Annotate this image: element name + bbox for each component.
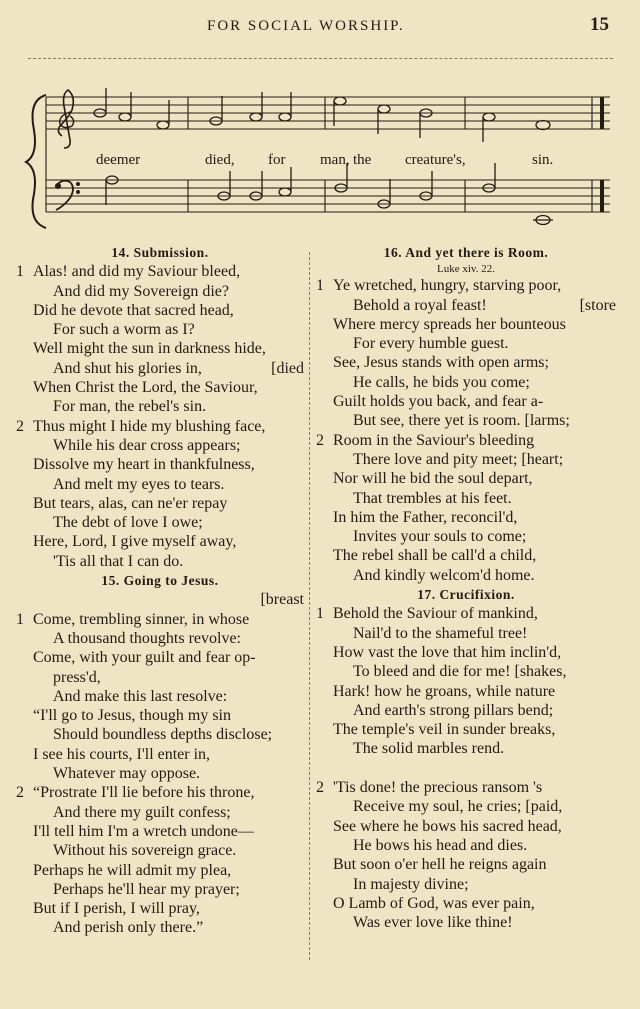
turnover-word: [breast [260,591,304,609]
hymn-line [16,262,304,281]
hymn-line [16,629,304,648]
hymn-line [316,855,616,874]
hymn-line-text: Behold a royal feast! [353,296,487,314]
hymn-line-text: See, Jesus stands with open arms; [333,354,549,372]
hymn-line-text: And earth's strong pillars bend; [353,701,554,719]
hymn-line [16,745,304,764]
hymn-line [16,899,304,918]
hymn-line-text: Should boundless depths disclose; [53,726,273,744]
hymn-line [316,334,616,353]
stanza-number: 1 [16,263,24,281]
hymn-line-text: But see, there yet is room. [larms; [353,412,570,430]
hymn-line [16,610,304,629]
hymn-line [16,668,304,687]
hymn-line-text: I'll tell him I'm a wretch undone— [33,822,254,840]
hymn-line [16,339,304,358]
hymn-line-text: Hark! how he groans, while nature [333,682,556,700]
hymn-line [16,552,304,571]
hymn-line-text: But tears, alas, can ne'er repay [33,494,228,512]
hymn-line [16,455,304,474]
hymn-line [16,841,304,860]
hymn-line [316,720,616,739]
hymn-line [16,706,304,725]
stanza-number: 1 [316,277,324,295]
hymn-line [16,803,304,822]
hymn-line [316,817,616,836]
hymn-line-text: O Lamb of God, was ever pain, [333,894,535,912]
hymn-line-text: For every humble guest. [353,335,509,353]
hymn-line-text: Nail'd to the shameful tree! [353,624,528,642]
hymn-line-text: For such a worm as I? [53,321,195,339]
hymn-line [316,296,616,315]
hymn-line [316,797,616,816]
hymn-line-text: I see his courts, I'll enter in, [33,745,211,763]
hymn-line-text: press'd, [53,668,101,686]
stanza-number: 2 [316,779,324,797]
lyric-syllable: creature's, [405,152,466,168]
hymn-heading: 17. Crucifixion. [417,587,515,603]
hymn-line-text: Dissolve my heart in thankfulness, [33,456,255,474]
hymn-line-text: Nor will he bid the soul depart, [333,470,533,488]
stanza-gap [316,759,616,778]
hymn-line [316,489,616,508]
hymn-line-text: In him the Father, reconcil'd, [333,508,518,526]
lyric-syllable: man, [320,152,350,168]
hymn-line-text: To bleed and die for me! [shakes, [353,663,567,681]
hymn-line [316,778,616,797]
page-number: 15 [590,14,609,35]
hymn-line-text: Here, Lord, I give myself away, [33,533,237,551]
hymn-line [316,508,616,527]
hymn-line [316,875,616,894]
lyric-syllable: died, [205,152,235,168]
hymn-line [316,624,616,643]
hymn-line-text: Perhaps he'll hear my prayer; [53,880,240,898]
hymn-line-text: But soon o'er hell he reigns again [333,856,547,874]
lyric-syllable: sin. [532,152,554,168]
turnover-word: [store [579,296,616,314]
hymn-line [16,725,304,744]
hymn-line [16,687,304,706]
hymn-line-text: See where he bows his sacred head, [333,817,562,835]
hymn-line-text: In majesty divine; [353,875,469,893]
hymn-line [16,417,304,436]
column-divider [309,252,310,960]
stanza-number: 2 [16,417,24,435]
hymn-line [316,411,616,430]
page-header [0,14,640,42]
hymn-line-text: Perhaps he will admit my plea, [33,861,232,879]
hymn-line-text: Ye wretched, hungry, starving poor, [333,277,562,295]
hymn-line-text: Receive my soul, he cries; [paid, [353,798,563,816]
hymn-line [316,469,616,488]
hymn-line [316,315,616,334]
hymn-line [316,392,616,411]
hymn-line-text: Whatever may oppose. [53,765,201,783]
hymn-line-text: Come, with your guilt and fear op- [33,649,256,667]
hymn-line-text: 'Tis all that I can do. [53,552,184,570]
hymn-line-text: The debt of love I owe; [53,514,203,532]
hymn-line [16,783,304,802]
hymn-line [316,836,616,855]
hymn-line-text: Room in the Saviour's bleeding [333,431,535,449]
hymn-line [316,546,616,565]
hymn-line-text: How vast the love that him inclin'd, [333,643,562,661]
left-column [16,243,304,938]
hymn-line [316,894,616,913]
hymn-line [16,513,304,532]
hymn-line-text: That trembles at his feet. [353,489,512,507]
hymn-line [316,373,616,392]
hymn-line [316,739,616,758]
hymn-line [316,701,616,720]
hymn-line [316,431,616,450]
music-score [0,60,640,235]
hymn-line-text: A thousand thoughts revolve: [53,629,241,647]
running-title: FOR SOCIAL WORSHIP. [207,18,405,34]
hymn-line-text: Thus might I hide my blushing face, [33,417,266,435]
hymn-line-text: And did my Sovereign die? [53,282,229,300]
hymn-line-text: “Prostrate I'll lie before his throne, [33,784,255,802]
hymn-line [316,353,616,372]
hymn-line-text: And kindly welcom'd home. [353,566,535,584]
hymn-line [16,301,304,320]
hymn-line [16,532,304,551]
hymn-line-text: The temple's veil in sunder breaks, [333,721,556,739]
hymn-line-text: Invites your souls to come; [353,528,527,546]
hymn-line [316,450,616,469]
hymn-line-text: “I'll go to Jesus, though my sin [33,707,231,725]
hymn-line [316,643,616,662]
hymn-line-text: Was ever love like thine! [353,914,513,932]
hymn-line-text: Did he devote that sacred head, [33,301,234,319]
hymn-line-text: He calls, he bids you come; [353,373,530,391]
hymn-line [16,475,304,494]
stanza-number: 2 [16,784,24,802]
hymn-line [316,662,616,681]
hymn-heading: 15. Going to Jesus. [101,573,219,589]
hymn-line-text: When Christ the Lord, the Saviour, [33,379,258,397]
hymn-line [16,359,304,378]
hymn-heading: 14. Submission. [111,245,209,260]
hymn-line-text: While his dear cross appears; [53,436,241,454]
stanza-number: 2 [316,431,324,449]
hymn-line-text: And melt my eyes to tears. [53,475,225,493]
stanza-number: 1 [16,610,24,628]
hymn-line [316,604,616,623]
lyric-syllable: deemer [96,152,141,168]
hymn-line [16,494,304,513]
hymn-line [16,320,304,339]
hymn-line-text: For man, the rebel's sin. [53,398,207,416]
lyric-syllable: the [353,152,372,168]
hymn-line [316,682,616,701]
stanza-number: 1 [316,605,324,623]
hymn-line-text: 'Tis done! the precious ransom 's [333,779,543,797]
hymn-line-text: And shut his glories in, [53,359,202,377]
hymn-line-text: And perish only there.” [53,919,204,937]
scripture-reference: Luke xiv. 22. [437,263,495,276]
hymn-line-text: But if I perish, I will pray, [33,900,200,918]
hymn-line-text: Behold the Saviour of mankind, [333,605,538,623]
hymn-line-text: The solid marbles rend. [353,740,505,758]
hymn-line [16,397,304,416]
turnover-word: [died [271,359,304,377]
hymn-line [316,913,616,932]
hymn-line [16,378,304,397]
hymn-line [16,822,304,841]
hymn-heading: 16. And yet there is Room. [383,245,549,260]
hymn-line [316,527,616,546]
hymn-line [316,566,616,585]
hymn-line [16,590,304,609]
hymn-line [316,276,616,295]
hymn-line-text: Alas! and did my Saviour bleed, [33,263,241,281]
hymn-line-text: He bows his head and dies. [353,836,528,854]
hymn-line-text: And make this last resolve: [53,687,228,705]
hymn-line [16,861,304,880]
hymn-line-text: Come, trembling sinner, in whose [33,610,250,628]
hymn-line [16,918,304,937]
hymn-line-text: There love and pity meet; [heart; [353,450,564,468]
hymn-line [16,282,304,301]
header-rule [28,58,613,59]
hymn-line [16,436,304,455]
hymn-line-text: Well might the sun in darkness hide, [33,340,266,358]
hymn-line [16,648,304,667]
hymn-line-text: Where mercy spreads her bounteous [333,315,566,333]
hymn-line [16,764,304,783]
hymn-line-text: Without his sovereign grace. [53,842,237,860]
lyric-syllable: for [268,152,286,168]
hymn-line-text: And there my guilt confess; [53,803,231,821]
hymn-line [16,880,304,899]
hymn-line-text: Guilt holds you back, and fear a- [333,393,544,411]
right-column [316,243,616,932]
hymn-line-text: The rebel shall be call'd a child, [333,547,537,565]
